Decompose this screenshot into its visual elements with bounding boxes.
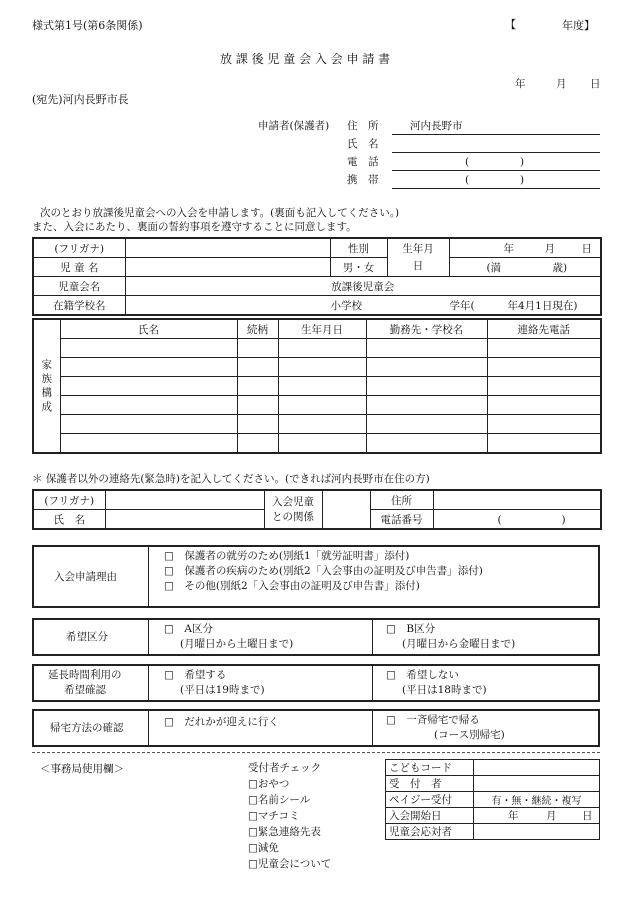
emergency-relation-label: 入会児童との関係 — [264, 490, 322, 529]
table-row — [33, 434, 601, 454]
family-cell[interactable] — [278, 434, 366, 454]
mobile-paren-close: ) — [520, 174, 525, 186]
emergency-furigana-label: (フリガナ) — [33, 490, 105, 510]
name-field-underline[interactable] — [392, 152, 600, 153]
table-row — [33, 377, 601, 396]
date-month-label: 月 — [556, 78, 567, 90]
return-home-box — [32, 709, 600, 747]
office-start-month: 月 — [546, 810, 557, 822]
office-separator — [32, 752, 600, 753]
family-cell[interactable] — [487, 396, 601, 415]
family-col-relation: 続柄 — [237, 319, 278, 339]
school-label: 在籍学校名 — [33, 296, 125, 316]
family-cell[interactable] — [366, 415, 487, 434]
check-name-seal[interactable]: □名前シール — [248, 794, 311, 806]
office-label: ＜事務局使用欄＞ — [40, 763, 124, 775]
check-club-info[interactable]: □児童会について — [248, 858, 332, 870]
family-col-name: 氏名 — [60, 319, 237, 339]
age-close: 歳) — [552, 262, 568, 274]
office-receiver-field[interactable] — [474, 776, 600, 792]
mobile-label: 携 帯 — [347, 174, 379, 186]
club-label: 児童会名 — [33, 277, 125, 296]
family-cell[interactable] — [366, 358, 487, 377]
fiscal-year-bracket: 【 — [505, 18, 516, 31]
grade-label: 学年( — [449, 300, 475, 312]
emergency-address-field[interactable] — [433, 490, 601, 510]
reason-label: 入会申請理由 — [54, 571, 117, 583]
address-field[interactable]: 河内長野市 — [410, 120, 463, 132]
birth-date-field[interactable] — [449, 238, 601, 258]
grade-note: 年4月1日現在) — [507, 300, 578, 312]
birth-day-label: 日 — [581, 243, 592, 255]
reason-divider — [148, 547, 149, 606]
return-option-group-note: (コース別帰宅) — [434, 729, 505, 741]
family-side-label: 家族構成 — [33, 319, 60, 453]
address-label: 住 所 — [347, 120, 379, 132]
office-responder-field[interactable] — [474, 824, 600, 840]
family-cell[interactable] — [60, 377, 237, 396]
child-name-label: 児 童 名 — [33, 258, 125, 277]
age-field[interactable] — [449, 258, 601, 277]
intro-line-1: 次のとおり放課後児童会への入会を申請します。(裏面も記入してください。) — [40, 207, 400, 219]
office-start-year: 年 — [508, 810, 519, 822]
table-row — [33, 358, 601, 377]
family-cell[interactable] — [278, 396, 366, 415]
office-receiver-label: 受 付 者 — [386, 776, 474, 792]
check-emergency-list[interactable]: □緊急連絡先表 — [248, 826, 321, 838]
check-reduction[interactable]: □減免 — [248, 842, 279, 854]
emergency-note: ＊ 保護者以外の連絡先(緊急時)を記入してください。(できれば河内長野市在住の方) — [32, 473, 430, 485]
gender-label: 性別 — [330, 238, 387, 258]
family-cell[interactable] — [278, 358, 366, 377]
extension-label-1: 延長時間利用の — [48, 669, 122, 681]
family-cell[interactable] — [60, 358, 237, 377]
return-option-pickup[interactable]: □ だれかが迎えに行く — [164, 716, 279, 728]
family-table — [32, 318, 602, 454]
office-start-field[interactable] — [474, 808, 600, 824]
address-underline — [392, 134, 600, 135]
family-cell[interactable] — [237, 415, 278, 434]
emergency-relation-field[interactable] — [322, 490, 370, 529]
family-col-birth: 生年月日 — [278, 319, 366, 339]
applicant-role-label: 申請者(保護者) — [258, 120, 330, 132]
extension-option-yes[interactable]: □ 希望する — [164, 669, 227, 681]
extension-option-no-note: (平日は18時まで) — [402, 684, 487, 696]
family-cell[interactable] — [60, 434, 237, 454]
emergency-name-field[interactable] — [105, 510, 264, 530]
addressee: (宛先)河内長野市長 — [32, 93, 129, 106]
reason-option-illness[interactable]: □ 保護者の疾病のため(別紙2「入会事由の証明及び申告書」添付) — [164, 565, 483, 577]
emergency-paren-close: ) — [561, 514, 566, 526]
age-open: (満 — [486, 262, 502, 274]
phone-field-underline[interactable] — [392, 170, 600, 171]
extension-option-no[interactable]: □ 希望しない — [386, 669, 459, 681]
form-number: 様式第1号(第6条関係) — [32, 19, 143, 32]
family-cell[interactable] — [487, 377, 601, 396]
office-kodomo-code-label: こどもコード — [386, 760, 474, 776]
child-info-table — [32, 237, 602, 316]
child-furigana-field[interactable] — [125, 238, 330, 258]
emergency-address-label: 住所 — [370, 490, 433, 510]
page-title: 放 課 後 児 童 会 入 会 申 請 書 — [220, 52, 391, 66]
reason-option-work[interactable]: □ 保護者の就労のため(別紙1「就労証明書」添付) — [164, 550, 410, 562]
family-cell[interactable] — [366, 377, 487, 396]
preference-option-a-note: (月曜日から土曜日まで) — [180, 638, 294, 650]
office-pager-value[interactable]: 有・無・継続・複写 — [474, 792, 600, 808]
family-cell[interactable] — [487, 415, 601, 434]
return-divider-1 — [148, 711, 149, 745]
emergency-phone-label: 電話番号 — [370, 510, 433, 530]
family-cell[interactable] — [237, 339, 278, 358]
fiscal-year-label: 年度】 — [562, 19, 595, 32]
preference-option-a[interactable]: □ A区分 — [164, 623, 214, 635]
family-cell[interactable] — [237, 358, 278, 377]
phone-paren-close: ) — [520, 156, 525, 168]
mobile-paren-open: ( — [465, 174, 470, 186]
extension-divider-1 — [148, 666, 149, 700]
emergency-furigana-field[interactable] — [105, 490, 264, 510]
office-start-day: 日 — [582, 810, 593, 822]
office-pager-label: ペイジー受付 — [386, 792, 474, 808]
family-cell[interactable] — [366, 339, 487, 358]
birth-label: 生年月日 — [387, 238, 449, 277]
emergency-paren-open: ( — [497, 514, 502, 526]
office-responder-label: 児童会応対者 — [386, 824, 474, 840]
preference-label: 希望区分 — [66, 631, 108, 643]
family-cell[interactable] — [60, 339, 237, 358]
emergency-table — [32, 489, 602, 530]
office-table — [385, 759, 600, 840]
extension-option-yes-note: (平日は19時まで) — [180, 684, 265, 696]
child-furigana-label: (フリガナ) — [33, 238, 125, 258]
check-snack[interactable]: □おやつ — [248, 778, 290, 790]
family-cell[interactable] — [487, 358, 601, 377]
office-kodomo-code-field[interactable] — [474, 760, 600, 776]
office-start-label: 入会開始日 — [386, 808, 474, 824]
family-cell[interactable] — [60, 415, 237, 434]
extension-label-2: 希望確認 — [64, 684, 106, 696]
family-cell[interactable] — [60, 396, 237, 415]
preference-divider-2 — [372, 620, 373, 654]
family-col-phone: 連絡先電話 — [487, 319, 601, 339]
family-cell[interactable] — [278, 339, 366, 358]
club-value: 放課後児童会 — [125, 277, 601, 296]
birth-month-label: 月 — [544, 243, 555, 255]
date-year-label: 年 — [515, 78, 526, 90]
check-machicomi[interactable]: □マチコミ — [248, 810, 300, 822]
family-cell[interactable] — [278, 415, 366, 434]
preference-option-b-note: (月曜日から金曜日まで) — [402, 638, 516, 650]
reason-option-other[interactable]: □ その他(別紙2「入会事由の証明及び申告書」添付) — [164, 580, 420, 592]
mobile-field-underline[interactable] — [392, 188, 600, 189]
extension-box — [32, 664, 600, 702]
school-suffix: 小学校 — [330, 300, 362, 312]
table-row — [33, 396, 601, 415]
preference-divider-1 — [148, 620, 149, 654]
intro-line-2: また、入会にあたり、裏面の誓約事項を遵守することに同意します。 — [32, 221, 357, 233]
emergency-name-label: 氏 名 — [33, 510, 105, 530]
family-cell[interactable] — [237, 377, 278, 396]
school-field[interactable] — [125, 296, 601, 316]
family-cell[interactable] — [237, 396, 278, 415]
family-cell[interactable] — [487, 434, 601, 454]
return-home-label: 帰宅方法の確認 — [50, 722, 124, 734]
family-cell[interactable] — [366, 434, 487, 454]
check-title: 受付者チェック — [248, 762, 322, 774]
table-row — [33, 339, 601, 358]
reason-box — [32, 545, 600, 608]
table-row — [33, 415, 601, 434]
extension-divider-2 — [372, 666, 373, 700]
phone-paren-open: ( — [465, 156, 470, 168]
phone-label: 電 話 — [347, 156, 379, 168]
family-cell[interactable] — [487, 339, 601, 358]
family-col-work: 勤務先・学校名 — [366, 319, 487, 339]
family-cell[interactable] — [366, 396, 487, 415]
preference-box — [32, 618, 600, 656]
child-name-field[interactable] — [125, 258, 330, 277]
preference-option-b[interactable]: □ B区分 — [386, 623, 436, 635]
gender-value[interactable]: 男・女 — [330, 258, 387, 277]
emergency-phone-field[interactable] — [433, 510, 601, 530]
family-cell[interactable] — [278, 377, 366, 396]
birth-year-label: 年 — [503, 243, 514, 255]
name-label: 氏 名 — [347, 138, 379, 150]
return-option-group[interactable]: □ 一斉帰宅で帰る — [386, 714, 480, 726]
return-divider-2 — [372, 711, 373, 745]
family-cell[interactable] — [237, 434, 278, 454]
date-day-label: 日 — [590, 78, 601, 90]
